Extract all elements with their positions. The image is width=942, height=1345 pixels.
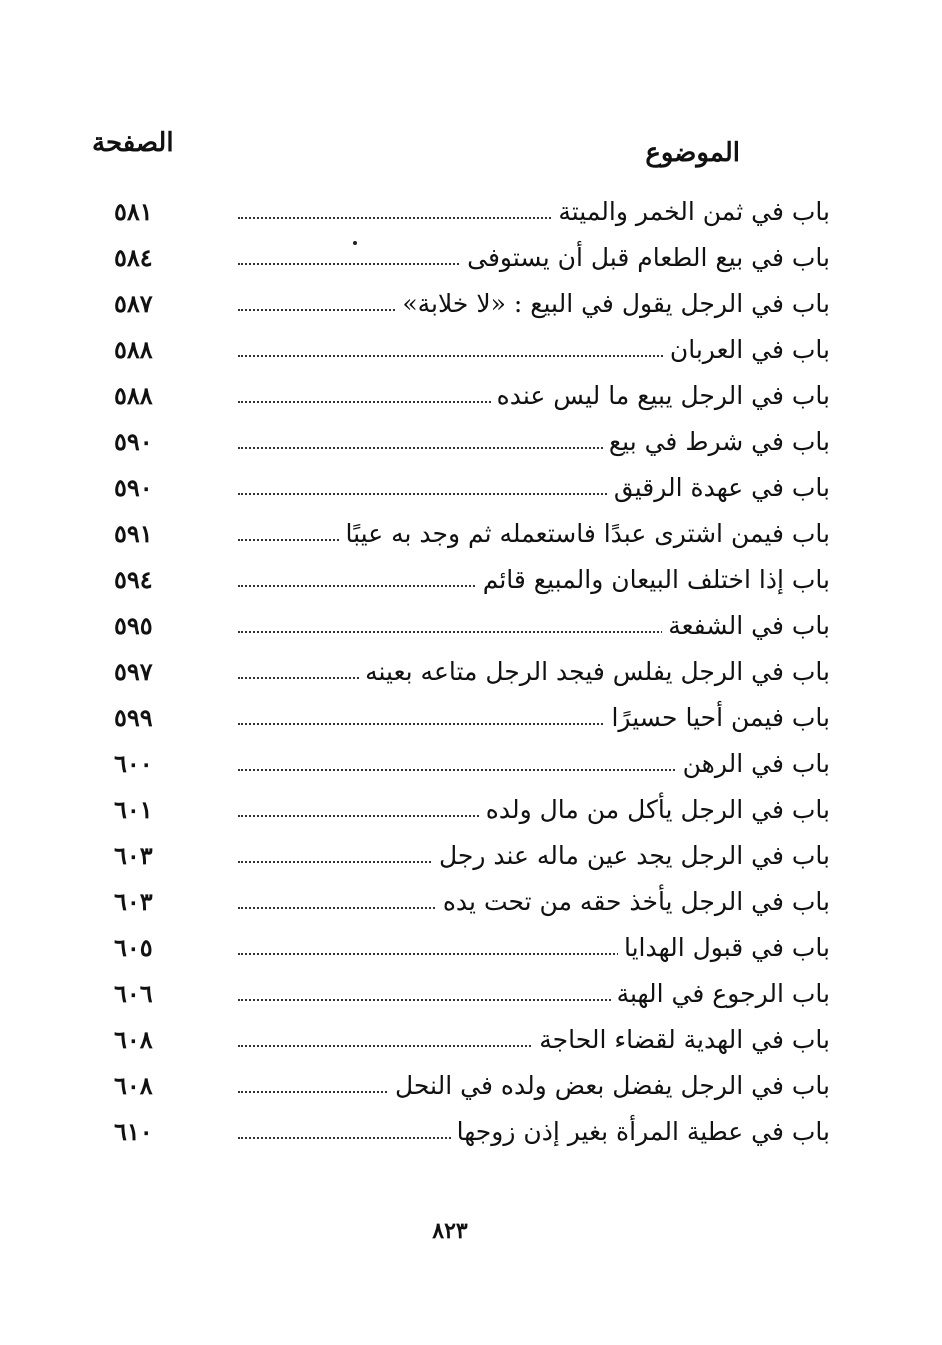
toc-entry-title: باب فيمن أحيا حسيرًا	[605, 702, 830, 734]
toc-entry-page: ٥٩٠	[114, 473, 153, 502]
toc-entry-page: ٦٠٦	[114, 979, 153, 1008]
toc-entry	[110, 330, 830, 376]
toc-entry-title: باب في ثمن الخمر والميتة	[552, 196, 830, 228]
toc-entry	[110, 376, 830, 422]
toc-entry-title: باب في الرجل يجد عين ماله عند رجل	[433, 840, 830, 872]
toc-header	[80, 128, 840, 178]
toc-entry	[110, 192, 830, 238]
toc-entry-page: ٦٠٨	[114, 1025, 153, 1054]
toc-entry-page: ٦٠١	[114, 795, 153, 824]
toc-entry	[110, 974, 830, 1020]
toc-entry-title: باب في عطية المرأة بغير إذن زوجها	[451, 1116, 830, 1148]
toc-entry	[110, 1112, 830, 1158]
toc-entry-page: ٥٩١	[114, 519, 153, 548]
toc-entry-title: باب في الرهن	[677, 748, 830, 780]
toc-entry-title: باب في الهدية لقضاء الحاجة	[533, 1024, 830, 1056]
page-number-footer: ٨٢٣	[432, 1218, 468, 1244]
toc-entry-title: باب في الرجل يفضل بعض ولده في النحل	[389, 1070, 830, 1102]
toc-entry	[110, 284, 830, 330]
toc-entry	[110, 1020, 830, 1066]
toc-entry-title: باب في الرجل يفلس فيجد الرجل متاعه بعينه	[359, 656, 830, 688]
toc-entry-page: ٥٩٧	[114, 657, 153, 686]
toc-entry-page: ٥٨٨	[114, 381, 153, 410]
toc-entry-page: ٥٨٨	[114, 335, 153, 364]
toc-entry-title: باب فيمن اشترى عبدًا فاستعمله ثم وجد به عيبًا	[340, 518, 830, 550]
toc-entry-page: ٦١٠	[114, 1117, 153, 1146]
toc-entry	[110, 698, 830, 744]
toc-entry-title: باب في الرجل يأخذ حقه من تحت يده	[437, 886, 830, 918]
toc-entry	[110, 606, 830, 652]
subject-column-heading: الموضوع	[645, 138, 740, 168]
toc-entry-page: ٦٠٨	[114, 1071, 153, 1100]
toc-entry	[110, 882, 830, 928]
toc-entry-page: ٦٠٣	[114, 887, 153, 916]
toc-entry	[110, 744, 830, 790]
toc-entry	[110, 790, 830, 836]
toc-entry	[110, 652, 830, 698]
toc-entry-title: باب إذا اختلف البيعان والمبيع قائم	[477, 564, 830, 596]
toc-entry-page: ٥٩٥	[114, 611, 153, 640]
toc-entry	[110, 468, 830, 514]
toc-entry-page: ٥٨١	[114, 197, 153, 226]
toc-entry-page: ٥٨٧	[114, 289, 153, 318]
toc-entry-page: ٦٠٥	[114, 933, 153, 962]
toc-entry-title: باب في الرجل يبيع ما ليس عنده	[491, 380, 830, 412]
toc-entry	[110, 1066, 830, 1112]
toc-entry-page: ٥٩٠	[114, 427, 153, 456]
toc-entry-title: باب في بيع الطعام قبل أن يستوفى	[461, 242, 830, 274]
toc-entry	[110, 560, 830, 606]
toc-entry-page: ٥٩٩	[114, 703, 153, 732]
toc-entry-title: باب في شرط في بيع	[603, 426, 830, 458]
toc-entry-title: باب في قبول الهدايا	[618, 932, 830, 964]
toc-entry-title: باب الرجوع في الهبة	[611, 978, 830, 1010]
toc-entry	[110, 836, 830, 882]
toc-entry-page: ٥٩٤	[114, 565, 153, 594]
page-column-heading: الصفحة	[92, 128, 174, 158]
toc-entry-title: باب في الشفعة	[662, 610, 830, 642]
toc-entry-page: ٥٨٤	[114, 243, 153, 272]
toc-entry-title: باب في العربان	[664, 334, 830, 366]
toc-entry	[110, 422, 830, 468]
toc-entry-title: باب في الرجل يأكل من مال ولده	[480, 794, 830, 826]
toc-entry-page: ٦٠٣	[114, 841, 153, 870]
table-of-contents	[110, 192, 830, 1158]
toc-entry	[110, 238, 830, 284]
toc-entry	[110, 514, 830, 560]
toc-entry	[110, 928, 830, 974]
toc-entry-page: ٦٠٠	[114, 749, 153, 778]
toc-entry-title: باب في عهدة الرقيق	[608, 472, 830, 504]
toc-entry-title: باب في الرجل يقول في البيع : «لا خلابة»	[396, 288, 830, 320]
